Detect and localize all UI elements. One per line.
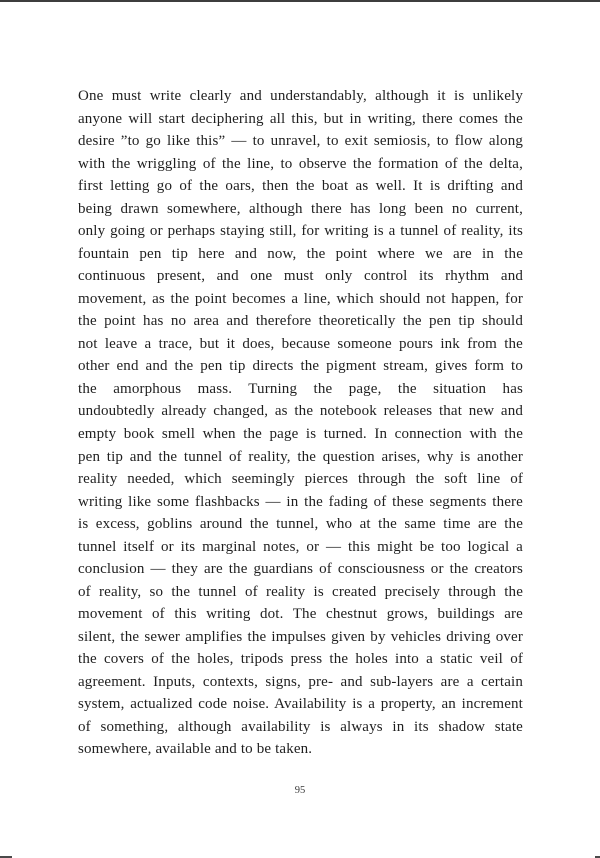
- text-line: agreement. Inputs, contexts, signs, pre- and sub-layers are a certain: [78, 673, 523, 690]
- text-line: pen tip and the tunnel of reality, the question arises, why is another: [78, 448, 523, 465]
- text-line: of reality, so the tunnel of reality is created precisely through the: [78, 583, 523, 600]
- text-line: the amorphous mass. Turning the page, the situation has: [78, 380, 523, 397]
- page-top-edge-line: [0, 0, 600, 2]
- text-line: fountain pen tip here and now, the point where we are in the: [78, 245, 523, 262]
- text-line: movement of this writing dot. The chestnut grows, buildings are: [78, 606, 523, 623]
- text-line: with the wriggling of the line, to observe the formation of the delta,: [78, 155, 523, 172]
- text-line: silent, the sewer amplifies the impulses given by vehicles driving over: [78, 628, 523, 645]
- text-line: One must write clearly and understandably, although it is unlikely: [78, 88, 523, 104]
- text-line: is excess, goblins around the tunnel, who at the same time are the: [78, 516, 523, 533]
- text-line: the covers of the holes, tripods press the holes into a static veil of: [78, 651, 523, 668]
- text-line: reality needed, which seemingly pierces through the soft line of: [78, 471, 523, 488]
- body-text: [78, 85, 523, 761]
- page-number: 95: [294, 785, 306, 796]
- text-line: movement, as the point becomes a line, which should not happen, for: [78, 290, 523, 307]
- text-line: desire ”to go like this” — to unravel, to exit semiosis, to flow along: [78, 133, 523, 150]
- text-line: somewhere, available and to be taken.: [78, 741, 313, 758]
- text-line: system, actualized code noise. Availability is a property, an increment: [78, 696, 523, 713]
- text-line: continuous present, and one must only control its rhythm and: [78, 268, 523, 285]
- text-line: only going or perhaps staying still, for writing is a tunnel of reality, its: [78, 223, 523, 240]
- text-line: anyone will start deciphering all this, but in writing, there comes the: [78, 110, 523, 127]
- text-line: other end and the pen tip directs the pigment stream, gives form to: [78, 358, 523, 375]
- text-line: undoubtedly already changed, as the notebook releases that new and: [78, 403, 523, 420]
- text-line: empty book smell when the page is turned. In connection with the: [78, 425, 523, 442]
- text-line: conclusion — they are the guardians of consciousness or the creators: [78, 561, 523, 578]
- text-line: first letting go of the oars, then the boat as well. It is drifting and: [78, 178, 523, 195]
- text-line: being drawn somewhere, although there has long been no current,: [78, 200, 523, 217]
- text-line: not leave a trace, but it does, because someone pours ink from the: [78, 335, 523, 352]
- text-line: tunnel itself or its marginal notes, or — this might be too logical a: [78, 538, 523, 555]
- text-line: the point has no area and therefore theoretically the pen tip should: [78, 313, 523, 330]
- text-line: writing like some flashbacks — in the fading of these segments there: [78, 493, 523, 510]
- text-line: of something, although availability is always in its shadow state: [78, 718, 523, 735]
